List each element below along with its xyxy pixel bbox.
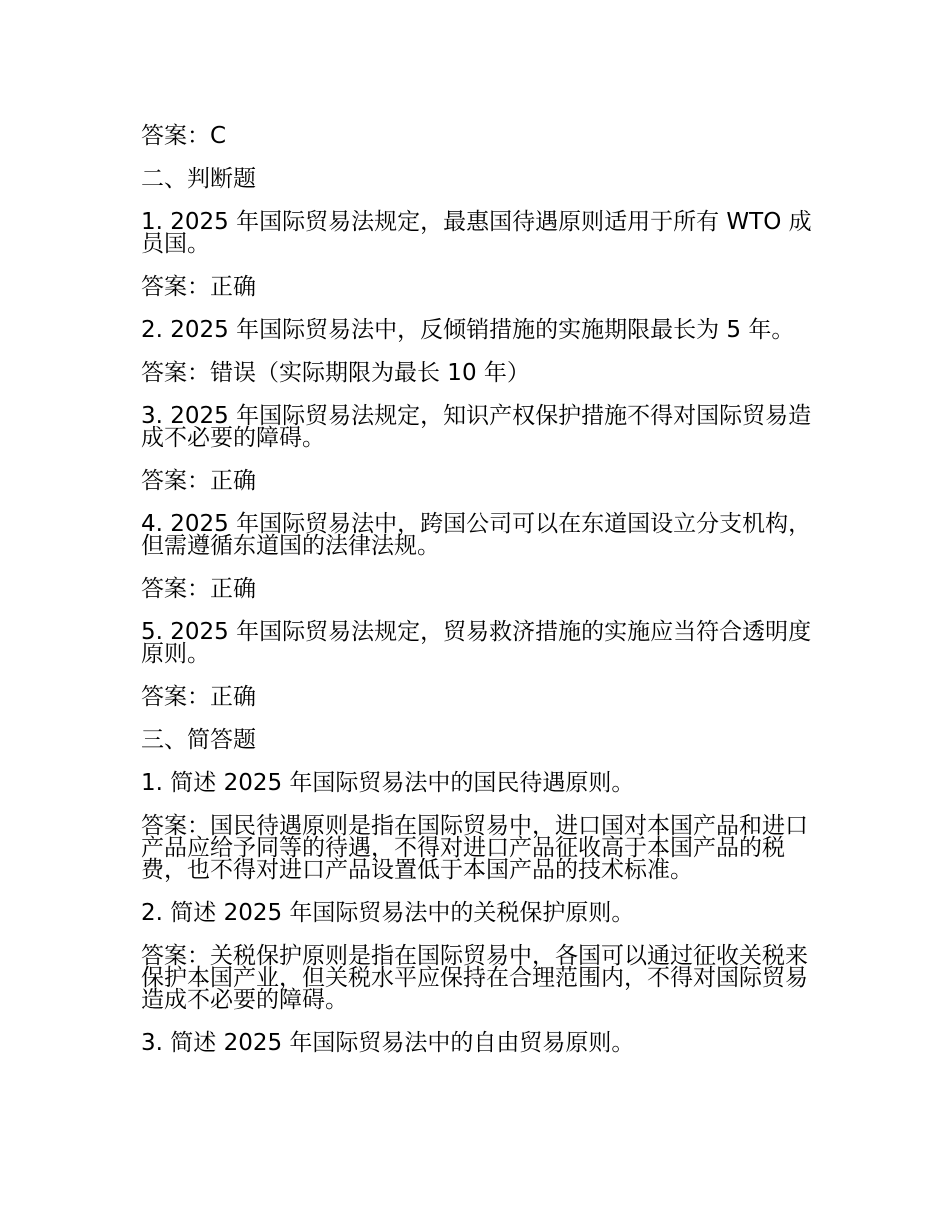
short-answer-1: 答案：国民待遇原则是指在国际贸易中，进口国对本国产品和进口产品应给予同等的待遇，不得对进口产品征收高于本国产品的税费，也不得对进口产品设置低于本国产品的技术标准。 <box>141 813 808 883</box>
answer-3: 答案：正确 <box>141 468 256 494</box>
question-3: 3. 2025 年国际贸易法规定，知识产权保护措施不得对国际贸易造成不必要的障碍。 <box>141 403 812 451</box>
document-body <box>141 125 813 1075</box>
short-answer-2: 答案：关税保护原则是指在国际贸易中，各国可以通过征收关税来保护本国产业，但关税水平应保持在合理范围内，不得对国际贸易造成不必要的障碍。 <box>141 943 808 1013</box>
question-1: 1. 2025 年国际贸易法规定，最惠国待遇原则适用于所有 WTO 成员国。 <box>141 209 812 257</box>
question-5: 5. 2025 年国际贸易法规定，贸易救济措施的实施应当符合透明度原则。 <box>141 619 812 667</box>
answer-line: 答案：C <box>141 123 227 149</box>
answer-2: 答案：错误（实际期限为最长 10 年） <box>141 360 530 386</box>
answer-5: 答案：正确 <box>141 684 256 710</box>
answer-1: 答案：正确 <box>141 274 256 300</box>
short-question-3: 3. 简述 2025 年国际贸易法中的自由贸易原则。 <box>141 1030 635 1056</box>
short-question-1: 1. 简述 2025 年国际贸易法中的国民待遇原则。 <box>141 770 635 796</box>
answer-4: 答案：正确 <box>141 576 256 602</box>
short-question-2: 2. 简述 2025 年国际贸易法中的关税保护原则。 <box>141 900 635 926</box>
question-4: 4. 2025 年国际贸易法中，跨国公司可以在东道国设立分支机构，但需遵循东道国的法律法规。 <box>141 511 812 559</box>
question-2: 2. 2025 年国际贸易法中，反倾销措施的实施期限最长为 5 年。 <box>141 317 795 343</box>
section-heading-short-answer: 三、简答题 <box>141 727 256 753</box>
section-heading-true-false: 二、判断题 <box>141 166 256 192</box>
